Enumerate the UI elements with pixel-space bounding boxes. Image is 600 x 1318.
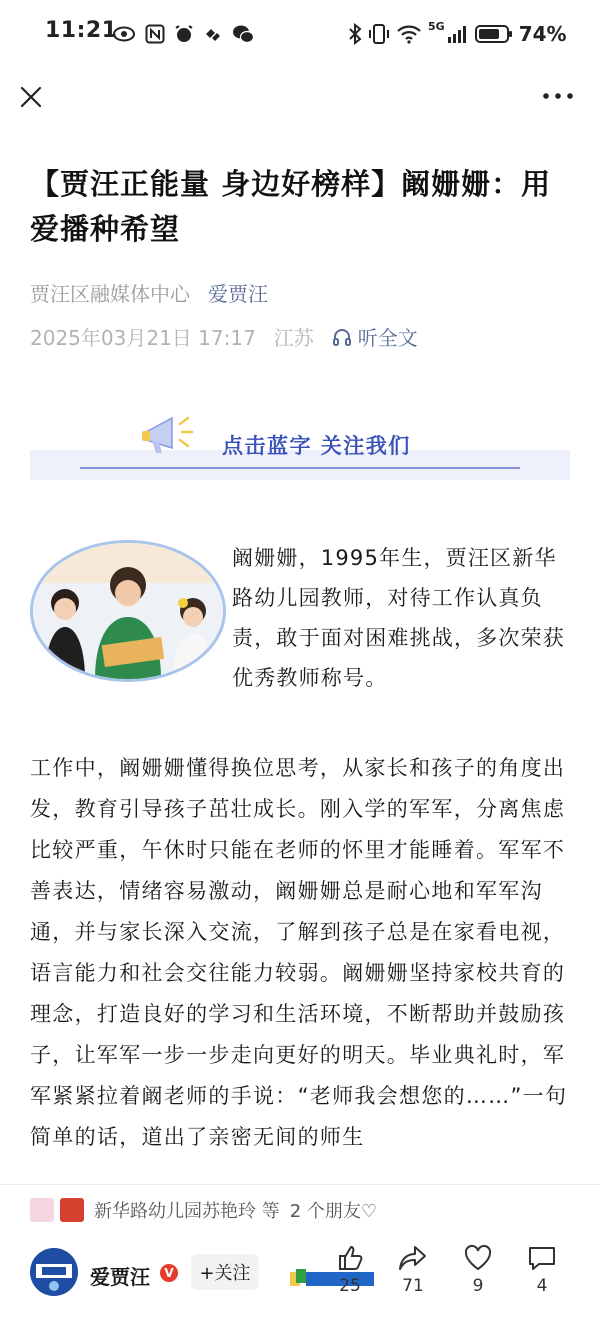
comment-button[interactable] xyxy=(514,1244,570,1296)
friend-avatar xyxy=(60,1198,84,1222)
nfc-icon xyxy=(145,24,165,44)
article-source: 贾汪区融媒体中心 xyxy=(30,282,190,306)
share-button[interactable] xyxy=(385,1244,441,1296)
status-bar xyxy=(0,0,600,70)
status-time: 11:21 xyxy=(45,18,118,43)
comment-count: 4 xyxy=(536,1276,548,1296)
verified-badge: V xyxy=(160,1264,178,1282)
like-count: 25 xyxy=(339,1276,361,1296)
thumbs-up-icon xyxy=(336,1244,364,1272)
teacher-photo xyxy=(30,540,226,682)
friends-text: 新华路幼儿园苏艳玲 等 xyxy=(94,1201,280,1222)
link-app-icon xyxy=(203,24,223,44)
headphones-icon xyxy=(332,327,352,347)
article-title: 【贾汪正能量 身边好榜样】阚姗姗：用爱播种希望 xyxy=(30,167,552,246)
share-count: 71 xyxy=(402,1276,424,1296)
network-type: 5G xyxy=(428,20,445,33)
publish-location: 江苏 xyxy=(273,326,314,350)
wifi-icon xyxy=(396,24,422,44)
share-icon xyxy=(398,1244,428,1272)
wechat-icon xyxy=(232,24,254,44)
more-icon xyxy=(543,93,573,99)
alarm-icon xyxy=(174,24,194,44)
status-icons-right xyxy=(348,20,567,48)
wow-button[interactable] xyxy=(450,1244,506,1296)
friends-row[interactable] xyxy=(30,1197,377,1223)
more-options-button[interactable] xyxy=(540,84,576,108)
account-name[interactable]: 爱贾汪 xyxy=(90,1265,150,1289)
friends-count: 2 个朋友♡ xyxy=(289,1201,378,1222)
article-body: 工作中，阚姗姗懂得换位思考，从家长和孩子的角度出发，教育引导孩子茁壮成长。刚入学的军军，分离焦虑比较严重，午休时只能在老师的怀里才能睡着。军军不善表达，情绪容易激动，阚姗姗总是耐心地和军军沟通，并与家长深入交流，了解到孩子总是在家看电视，语言能力和社会交往能力较弱。阚姗姗坚持家校共育的理念，打造良好的学习和生活环境，不断帮助并鼓励孩子，让军军一步一步走向更好的明天。毕业典礼时，军军紧紧拉着阚老师的手说：“老师我会想您的……”一句简单的话，道出了亲密无间的师生 xyxy=(30,756,568,1149)
article-meta xyxy=(30,278,268,307)
article-meta-secondary xyxy=(30,322,418,351)
banner-divider xyxy=(80,467,520,469)
vibrate-icon xyxy=(368,23,390,45)
listen-label: 听全文 xyxy=(357,326,418,350)
listen-full-button[interactable] xyxy=(332,322,418,351)
teacher-photo-illustration xyxy=(33,543,223,679)
like-button[interactable] xyxy=(322,1244,378,1296)
signal-icon xyxy=(447,24,469,44)
wow-count: 9 xyxy=(472,1276,484,1296)
battery-percent: 74% xyxy=(518,22,567,46)
battery-icon xyxy=(475,24,513,44)
intro-paragraph: 阚姗姗，1995年生，贾汪区新华路幼儿园教师，对待工作认真负责，敢于面对困难挑战，多次荣获优秀教师称号。 xyxy=(232,546,565,690)
friend-avatar xyxy=(30,1198,54,1222)
account-avatar[interactable] xyxy=(30,1248,78,1296)
megaphone-icon xyxy=(138,410,204,462)
publish-datetime: 2025年03月21日 17:17 xyxy=(30,326,256,350)
follow-button[interactable]: +关注 xyxy=(191,1254,259,1290)
eye-icon xyxy=(112,25,136,43)
follow-banner-text[interactable]: 点击蓝字 关注我们 xyxy=(222,434,411,458)
status-icons-left xyxy=(112,20,254,48)
bluetooth-icon xyxy=(348,23,362,45)
close-icon xyxy=(20,86,42,108)
close-button[interactable] xyxy=(14,80,48,114)
heart-icon xyxy=(463,1244,493,1272)
comment-icon xyxy=(527,1244,557,1272)
account-logo xyxy=(30,1248,78,1296)
account-link[interactable]: 爱贾汪 xyxy=(208,282,268,306)
